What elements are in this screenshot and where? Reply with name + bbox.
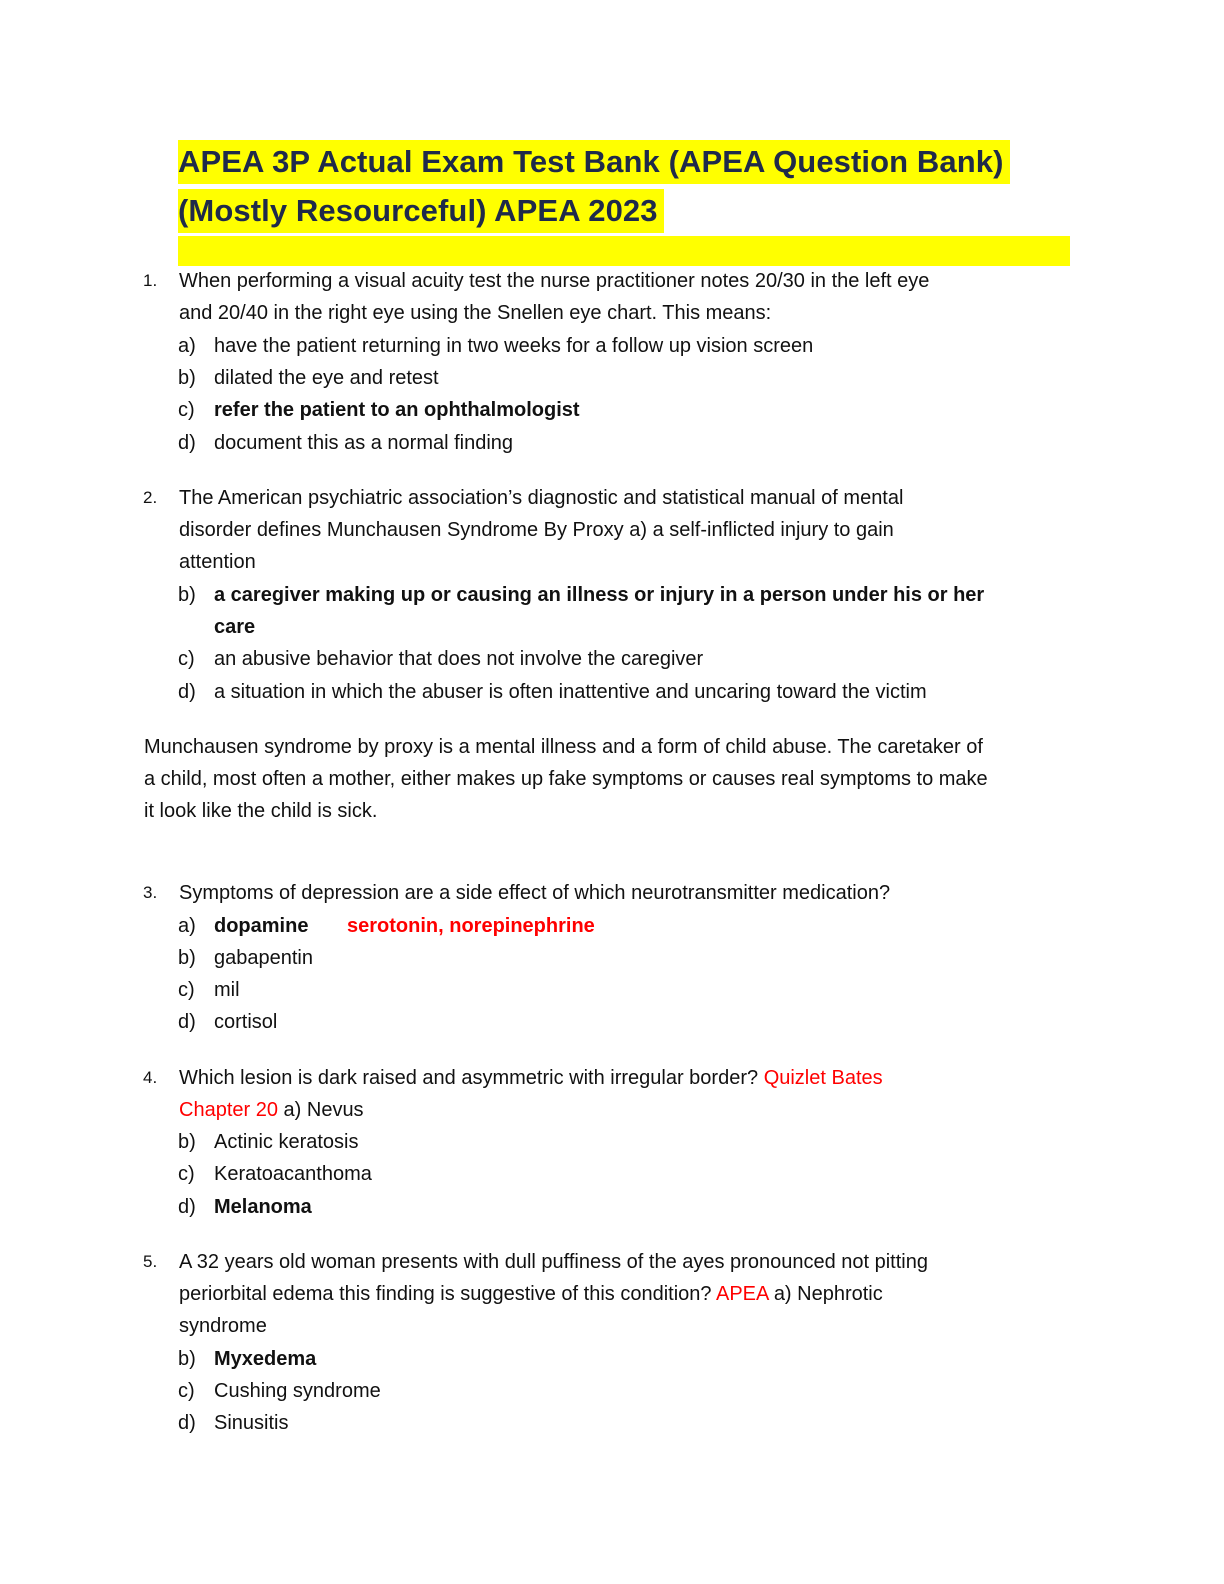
option-letter: b) bbox=[178, 947, 196, 969]
option-letter: c) bbox=[178, 1380, 195, 1402]
option-letter: c) bbox=[178, 979, 195, 1001]
question-4-option-b: Actinic keratosis bbox=[214, 1131, 359, 1153]
question-2-option-d: a situation in which the abuser is often inattentive and uncaring toward the victim bbox=[214, 681, 927, 703]
title-highlight-bar bbox=[178, 236, 1070, 266]
question-1-stem-cont: and 20/40 in the right eye using the Snellen eye chart. This means: bbox=[179, 302, 772, 324]
question-2-stem-cont: attention bbox=[179, 551, 256, 573]
option-letter: c) bbox=[178, 399, 195, 421]
question-5-option-d: Sinusitis bbox=[214, 1412, 289, 1434]
question-4-stem-text: Which lesion is dark raised and asymmetric with irregular border? bbox=[179, 1067, 759, 1089]
option-letter: d) bbox=[178, 1196, 196, 1218]
question-1-option-d: document this as a normal finding bbox=[214, 432, 514, 454]
question-4-option-c: Keratoacanthoma bbox=[214, 1163, 372, 1185]
question-5-option-b-answer: Myxedema bbox=[214, 1348, 317, 1370]
question-4-source-reference: Quizlet Bates bbox=[763, 1067, 883, 1089]
question-number: 4. bbox=[143, 1068, 158, 1087]
question-4-source-reference-cont: Chapter 20 bbox=[179, 1099, 278, 1121]
question-1-option-a: have the patient returning in two weeks for a follow up vision screen bbox=[214, 335, 814, 357]
option-letter: b) bbox=[178, 584, 196, 606]
option-letter: d) bbox=[178, 1011, 196, 1033]
question-1-option-b: dilated the eye and retest bbox=[214, 367, 439, 389]
document-title-line-2: (Mostly Resourceful) APEA 2023 bbox=[178, 189, 664, 233]
option-letter: d) bbox=[178, 1412, 196, 1434]
question-4-stem bbox=[179, 1064, 883, 1092]
question-number: 2. bbox=[143, 488, 158, 507]
question-2-option-b-answer-cont: care bbox=[214, 616, 256, 638]
option-letter: c) bbox=[178, 648, 195, 670]
question-3-option-a-answer: dopamine bbox=[214, 915, 309, 937]
question-5-source-reference: APEA bbox=[715, 1283, 769, 1305]
question-1-stem: When performing a visual acuity test the nurse practitioner notes 20/30 in the left eye bbox=[179, 270, 930, 292]
question-5-option-a-cont: syndrome bbox=[179, 1315, 267, 1337]
question-5-option-c: Cushing syndrome bbox=[214, 1380, 381, 1402]
option-letter: b) bbox=[178, 367, 196, 389]
question-3-option-b: gabapentin bbox=[214, 947, 313, 969]
question-number: 3. bbox=[143, 883, 158, 902]
question-1-option-c-answer: refer the patient to an ophthalmologist bbox=[214, 399, 580, 421]
option-letter: b) bbox=[178, 1131, 196, 1153]
question-5-option-a: a) Nephrotic bbox=[773, 1283, 883, 1305]
question-3-annotation: serotonin, norepinephrine bbox=[347, 915, 595, 937]
question-2-stem: The American psychiatric association’s diagnostic and statistical manual of mental bbox=[179, 487, 904, 509]
option-letter: a) bbox=[178, 335, 196, 357]
question-4-option-a: a) Nevus bbox=[283, 1099, 364, 1121]
question-4-stem-cont bbox=[179, 1096, 364, 1124]
option-letter: b) bbox=[178, 1348, 196, 1370]
option-letter: d) bbox=[178, 681, 196, 703]
option-letter: d) bbox=[178, 432, 196, 454]
question-2-option-c: an abusive behavior that does not involve the caregiver bbox=[214, 648, 704, 670]
option-letter: c) bbox=[178, 1163, 195, 1185]
explanation-text: a child, most often a mother, either makes up fake symptoms or causes real symptoms to make bbox=[144, 768, 988, 790]
question-number: 1. bbox=[143, 271, 158, 290]
explanation-text: it look like the child is sick. bbox=[144, 800, 378, 822]
question-2-stem-cont: disorder defines Munchausen Syndrome By Proxy a) a self-inflicted injury to gain bbox=[179, 519, 894, 541]
question-4-option-d-answer: Melanoma bbox=[214, 1196, 312, 1218]
question-5-stem: A 32 years old woman presents with dull puffiness of the ayes pronounced not pitting bbox=[179, 1251, 928, 1273]
question-5-stem-cont bbox=[179, 1280, 883, 1308]
option-letter: a) bbox=[178, 915, 196, 937]
explanation-text: Munchausen syndrome by proxy is a mental illness and a form of child abuse. The caretaker of bbox=[144, 736, 983, 758]
document-title-line-1: APEA 3P Actual Exam Test Bank (APEA Question Bank) bbox=[178, 140, 1010, 184]
question-3-option-c: mil bbox=[214, 979, 240, 1001]
question-2-option-b-answer: a caregiver making up or causing an illness or injury in a person under his or her bbox=[214, 584, 985, 606]
question-5-stem-text: periorbital edema this finding is suggestive of this condition? bbox=[179, 1283, 712, 1305]
question-3-option-d: cortisol bbox=[214, 1011, 278, 1033]
question-number: 5. bbox=[143, 1252, 158, 1271]
question-3-stem: Symptoms of depression are a side effect of which neurotransmitter medication? bbox=[179, 882, 891, 904]
